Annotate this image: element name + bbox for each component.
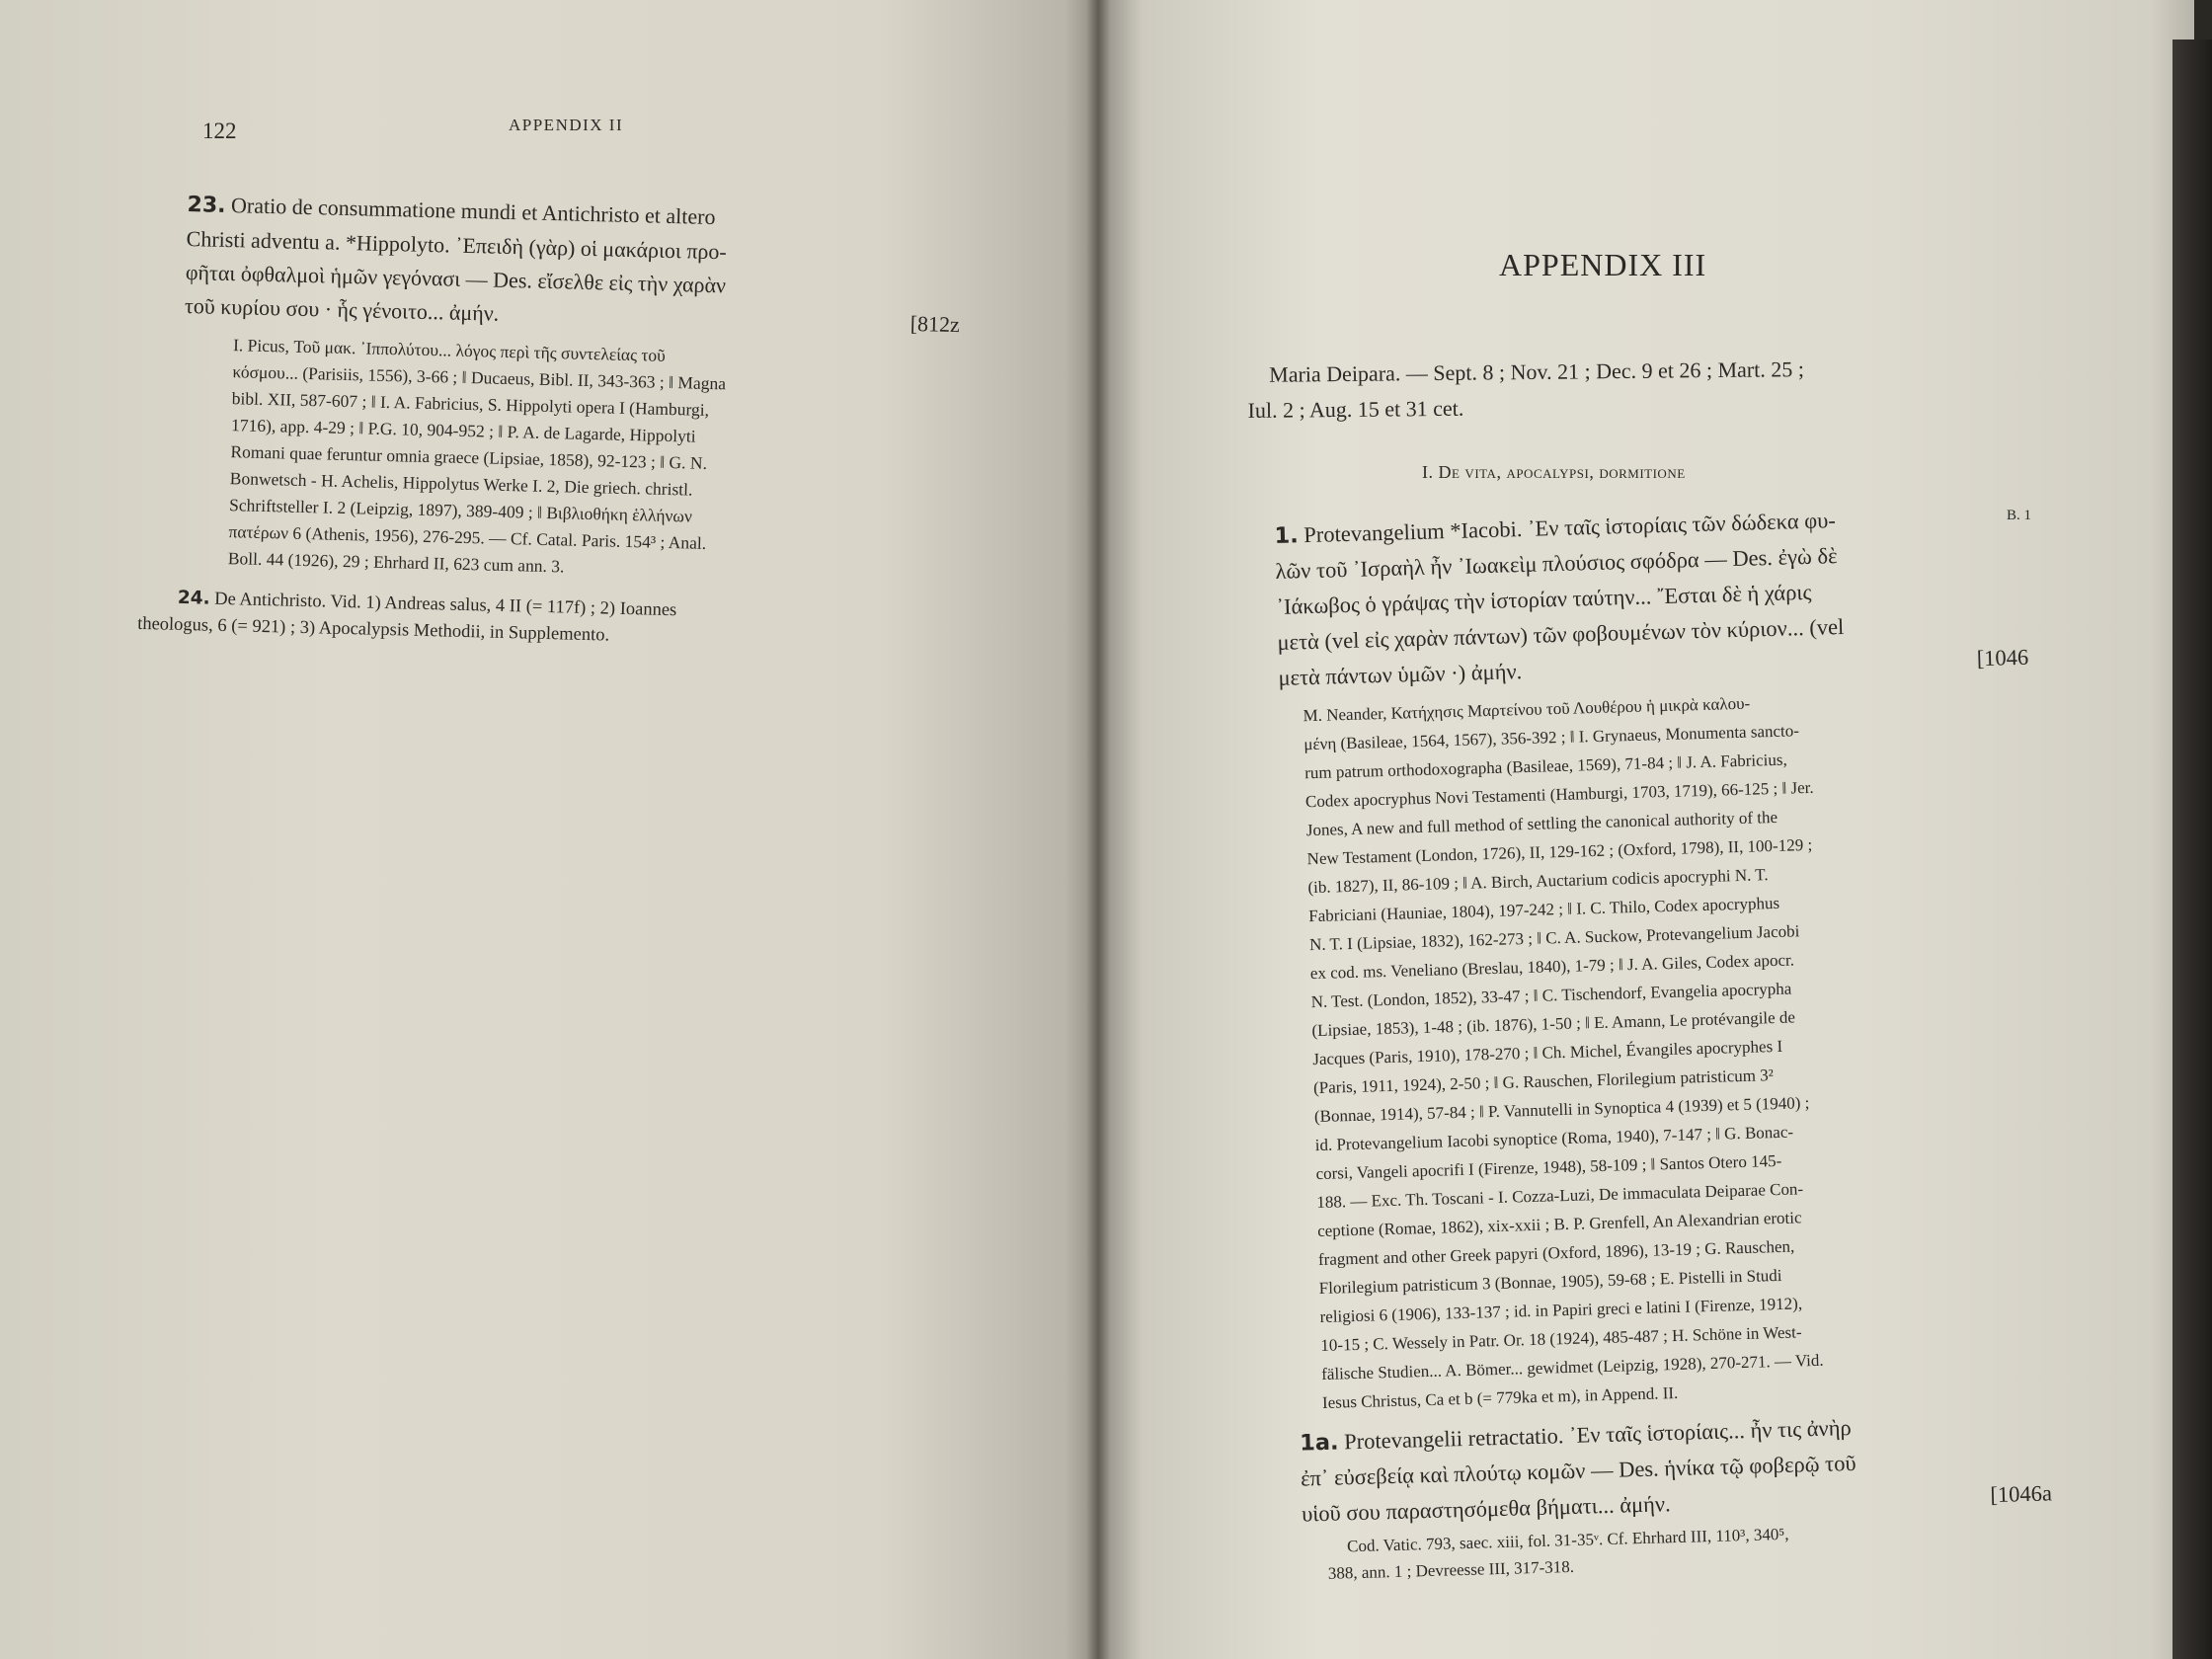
- item-23-line: φῆται ὀφθαλμοὶ ἡμῶν γεγόνασι — Des. εἴσελθε εἰς τὴν χαρὰν: [185, 259, 727, 298]
- item-1-line: μετὰ πάντων ὑμῶν ·) ἀμήν.: [1278, 659, 1523, 690]
- bibliography-line: ex cod. ms. Veneliano (Breslau, 1840), 1-79 ; ‖ J. A. Giles, Codex apocr.: [1309, 950, 1795, 984]
- item-1: [1274, 498, 2032, 696]
- bibliography-line: (Paris, 1911, 1924), 2-50 ; ‖ G. Rauschen, Florilegium patristicum 3²: [1312, 1066, 1775, 1098]
- bibliography-line: Boll. 44 (1926), 29 ; Ehrhard II, 623 cum ann. 3.: [227, 548, 565, 577]
- bibliography-line: N. T. I (Lipsiae, 1832), 162-273 ; ‖ C. A. Suckow, Protevangelium Jacobi: [1308, 921, 1800, 955]
- bibliography-line: id. Protevangelium Iacobi synoptice (Roma, 1940), 7-147 ; ‖ G. Bonac-: [1314, 1122, 1794, 1155]
- item-1-number: 1.: [1274, 522, 1300, 549]
- subject-header-line: Maria Deipara. — Sept. 8 ; Nov. 21 ; Dec. 9 et 26 ; Mart. 25 ;: [1269, 356, 1805, 387]
- item-1a: [1300, 1404, 2053, 1532]
- bibliography-line: rum patrum orthodoxographa (Basileae, 1569), 71-84 ; ‖ J. A. Fabricius,: [1304, 750, 1788, 783]
- bibliography-line: bibl. XII, 587-607 ; ‖ I. A. Fabricius, S. Hippolyti opera I (Hamburgi,: [231, 388, 710, 420]
- bibliography-line: Codex apocryphus Novi Testamenti (Hamburgi, 1703, 1719), 66-125 ; ‖ Jer.: [1304, 777, 1814, 812]
- item-1-line: ᾿Ιάκωβος ὁ γράψας τὴν ἱστορίαν ταύτην... ῎Εσται δὲ ἡ χάρις: [1276, 579, 1812, 619]
- page-edge-shadow: [2172, 40, 2212, 1659]
- bibliography-line: 188. — Exc. Th. Toscani - I. Cozza-Luzi, De immaculata Deiparae Con-: [1316, 1179, 1804, 1213]
- item-23-bibliography: [179, 331, 960, 590]
- book-gutter: [1086, 0, 1110, 1659]
- subject-header: [1247, 350, 1999, 429]
- margin-reference: [1046: [1976, 644, 2029, 672]
- section-heading: I. De vita, apocalypsi, dormitione: [1422, 462, 1686, 482]
- bibliography-line: fälische Studien... A. Bömer... gewidmet (Leipzig, 1928), 270-271. — Vid.: [1320, 1350, 1824, 1383]
- bibliography-line: Jacques (Paris, 1910), 178-270 ; ‖ Ch. Michel, Évangiles apocryphes I: [1312, 1036, 1783, 1069]
- item-1a-line: υἱοῦ σου παραστησόμεθα βήματι... ἀμήν.: [1301, 1491, 1671, 1527]
- subject-header-line: Iul. 2 ; Aug. 15 et 31 cet.: [1247, 395, 1464, 423]
- item-1-bibliography: [1279, 681, 2049, 1418]
- bibliography-line: (Lipsiae, 1853), 1-48 ; (ib. 1876), 1-50 ; ‖ E. Amann, Le protévangile de: [1311, 1007, 1796, 1041]
- side-mark: B. 1: [2007, 508, 2032, 523]
- margin-reference: [1046a: [1990, 1480, 2053, 1508]
- item-1-line: μετὰ (vel εἰς χαρὰν πάντων) τῶν φοβουμένων τὸν κύριον... (vel: [1277, 613, 1845, 655]
- bibliography-line: Iesus Christus, Ca et b (= 779ka et m), in Append. II.: [1321, 1382, 1679, 1412]
- item-1a-line: ἐπ᾿ εὐσεβείᾳ καὶ πλούτῳ κομῶν — Des. ἡνίκα τῷ φοβερῷ τοῦ: [1300, 1450, 1856, 1491]
- bibliography-line: religiosi 6 (1906), 133-137 ; id. in Papiri greci e latini I (Firenze, 1912),: [1319, 1294, 1803, 1327]
- bibliography-line: N. Test. (London, 1852), 33-47 ; ‖ C. Tischendorf, Evangelia apocrypha: [1310, 979, 1792, 1012]
- page-number: 122: [202, 118, 237, 143]
- bibliography-line: Romani quae feruntur omnia graece (Lipsiae, 1858), 92-123 ; ‖ G. N.: [230, 441, 708, 473]
- item-23-number: 23.: [187, 192, 226, 218]
- bibliography-line: μένη (Basileae, 1564, 1567), 356-392 ; ‖ I. Grynaeus, Monumenta sancto-: [1304, 721, 1800, 754]
- bibliography-line: 1716), app. 4-29 ; ‖ P.G. 10, 904-952 ; ‖ P. A. de Lagarde, Hippolyti: [230, 415, 696, 446]
- bibliography-line: Florilegium patristicum 3 (Bonnae, 1905), 59-68 ; E. Pistelli in Studi: [1318, 1265, 1782, 1299]
- item-1-line: Protevangelium *Iacobi. ᾿Εν ταῖς ἱστορίαις τῶν δώδεκα φυ-: [1303, 508, 1837, 548]
- running-head: APPENDIX II: [509, 116, 624, 134]
- item-23-line: Oratio de consummatione mundi et Antichristo et altero: [230, 193, 716, 230]
- bibliography-line: κόσμου... (Parisiis, 1556), 3-66 ; ‖ Ducaeus, Bibl. II, 343-363 ; ‖ Magna: [232, 361, 727, 394]
- bibliography-line: Cod. Vatic. 793, saec. xiii, fol. 31-35ᵛ. Cf. Ehrhard III, 110³, 340⁵,: [1346, 1524, 1789, 1556]
- item-24-number: 24.: [177, 587, 210, 609]
- bibliography-line: (Bonnae, 1914), 57-84 ; ‖ P. Vannutelli in Synoptica 4 (1939) et 5 (1940) ;: [1313, 1093, 1810, 1127]
- left-page-text: [136, 188, 963, 658]
- bibliography-line: M. Neander, Κατήχησις Μαρτείνου τοῦ Λουθέρου ἡ μικρὰ καλου-: [1303, 693, 1751, 726]
- right-page-text: [1274, 498, 2054, 1588]
- margin-reference: [812z: [909, 310, 961, 338]
- bibliography-line: Bonwetsch - H. Achelis, Hippolytus Werke I. 2, Die griech. christl.: [229, 468, 693, 500]
- item-24-line: De Antichristo. Vid. 1) Andreas salus, 4 II (= 117f) ; 2) Ioannes: [213, 589, 677, 621]
- bibliography-line: Fabriciani (Hauniae, 1804), 197-242 ; ‖ I. C. Thilo, Codex apocryphus: [1307, 893, 1780, 926]
- item-1a-line: Protevangelii retractatio. ᾿Εν ταῖς ἱστορίαις... ἦν τις ἀνὴρ: [1343, 1415, 1852, 1455]
- item-23-line: τοῦ κυρίου σου · ἧς γένοιτο... ἀμήν.: [184, 292, 500, 326]
- item-1-line: λῶν τοῦ ᾿Ισραὴλ ἦν ᾿Ιωακεὶμ πλούσιος σφόδρα — Des. ἐγὼ δὲ: [1275, 543, 1838, 584]
- bibliography-line: Jones, A new and full method of settling the canonical authority of the: [1305, 807, 1778, 840]
- item-1a-number: 1a.: [1299, 1429, 1339, 1457]
- bibliography-line: πατέρων 6 (Athenis, 1956), 276-295. — Cf. Catal. Paris. 154³ ; Anal.: [228, 521, 707, 553]
- bibliography-line: corsi, Vangeli apocrifi I (Firenze, 1948), 58-109 ; ‖ Santos Otero 145-: [1315, 1150, 1782, 1184]
- item-24-line: theologus, 6 (= 921) ; 3) Apocalypsis Methodii, in Supplemento.: [136, 613, 610, 646]
- bibliography-line: I. Picus, Τοῦ μακ. ᾿Ιππολύτου... λόγος περὶ τῆς συντελείας τοῦ: [232, 335, 667, 365]
- bibliography-line: 388, ann. 1 ; Devreesse III, 317-318.: [1327, 1556, 1575, 1583]
- bibliography-line: New Testament (London, 1726), II, 129-162 ; (Oxford, 1798), II, 100-129 ;: [1306, 834, 1813, 869]
- bibliography-line: ceptione (Romae, 1862), xix-xxii ; B. P. Grenfell, An Alexandrian erotic: [1316, 1208, 1802, 1241]
- item-23: [185, 188, 963, 342]
- bibliography-line: (ib. 1827), II, 86-109 ; ‖ A. Birch, Auctarium codicis apocryphi N. T.: [1307, 865, 1769, 898]
- appendix-title: APPENDIX III: [1499, 247, 1707, 282]
- item-23-line: Christi adventu a. *Hippolyto. ᾿Επειδὴ (γὰρ) οἱ μακάριοι προ-: [186, 225, 728, 265]
- bibliography-line: fragment and other Greek papyri (Oxford, 1896), 13-19 ; G. Rauschen,: [1317, 1236, 1795, 1270]
- bibliography-line: Schriftsteller I. 2 (Leipzig, 1897), 389-409 ; ‖ Βιβλιοθήκη ἑλλήνων: [228, 495, 693, 526]
- bibliography-line: 10-15 ; C. Wessely in Patr. Or. 18 (1924), 485-487 ; H. Schöne in West-: [1320, 1322, 1802, 1355]
